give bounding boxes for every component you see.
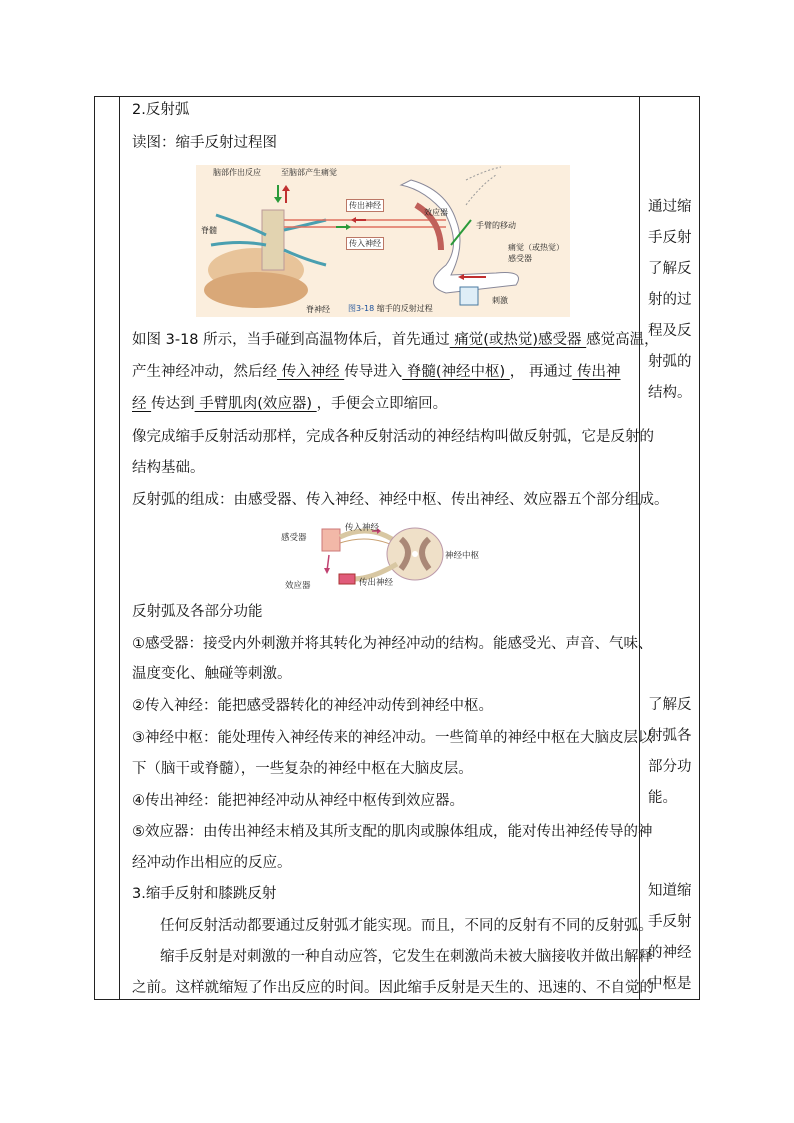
figure1-caption bbox=[348, 303, 433, 314]
column-divider-right bbox=[639, 97, 640, 999]
function-effector-l1: ⑤效应器：由传出神经末梢及其所支配的肌肉或腺体组成，能对传出神经传导的神 bbox=[132, 824, 653, 840]
side-note-3 bbox=[648, 876, 696, 1000]
text: 感觉高温， bbox=[586, 332, 659, 348]
label-receptor2: 感受器 bbox=[281, 533, 307, 543]
side-note-line: 结构。 bbox=[648, 385, 692, 401]
reflex-arc-figure bbox=[277, 519, 487, 595]
answer-efferent-cont: 经 bbox=[132, 396, 152, 412]
function-receptor-l1: ①感受器：接受内外刺激并将其转化为神经冲动的结构。能感受光、声音、气味、 bbox=[132, 636, 653, 652]
read-figure-prompt: 读图：缩手反射过程图 bbox=[132, 135, 277, 151]
answer-afferent: 传入神经 bbox=[277, 364, 345, 380]
side-note-line: 了解反 bbox=[648, 697, 692, 713]
label-effector: 效应器 bbox=[424, 208, 448, 217]
text: 传导进入 bbox=[344, 364, 403, 380]
label-afferent2: 传入神经 bbox=[345, 523, 380, 533]
caption-title: 缩手的反射过程 bbox=[376, 304, 433, 313]
side-note-line: 知道缩 bbox=[648, 883, 692, 899]
paragraph2-line1: 像完成缩手反射活动那样，完成各种反射活动的神经结构叫做反射弧，它是反射的 bbox=[132, 429, 654, 445]
function-effector-l2: 经冲动作出相应的反应。 bbox=[132, 855, 292, 871]
label-stimulus: 刺激 bbox=[492, 296, 508, 305]
function-efferent: ④传出神经：能把神经冲动从神经中枢传到效应器。 bbox=[132, 793, 464, 809]
side-note-line: 射弧的 bbox=[648, 354, 692, 370]
side-note-line: 射的过 bbox=[648, 292, 692, 308]
side-note-line: 中枢是 bbox=[648, 976, 692, 992]
text: 传达到 bbox=[151, 396, 195, 412]
withdrawal-reflex-figure bbox=[196, 165, 570, 317]
function-center-l2: 下（脑干或脊髓），一些复杂的神经中枢在大脑皮层。 bbox=[132, 761, 473, 777]
answer-receptor: 痛觉(或热觉)感受器 bbox=[449, 332, 587, 348]
label-brain-response: 脑部作出反应 bbox=[213, 168, 261, 177]
label-effector2: 效应器 bbox=[285, 581, 311, 591]
label-efferent: 传出神经 bbox=[346, 199, 384, 212]
side-note-line: 了解反 bbox=[648, 261, 692, 277]
function-afferent: ②传入神经：能把感受器转化的神经冲动传到神经中枢。 bbox=[132, 698, 493, 714]
function-center-l1: ③神经中枢：能处理传入神经传来的神经冲动。一些简单的神经中枢在大脑皮层以 bbox=[132, 730, 653, 746]
text: ， 再通过 bbox=[509, 364, 573, 380]
side-note-line: 的神经 bbox=[648, 945, 692, 961]
section3-p2-l1: 缩手反射是对刺激的一种自动应答，它发生在刺激尚未被大脑接收并做出解释 bbox=[160, 949, 653, 965]
section3-p1: 任何反射活动都要通过反射弧才能实现。而且，不同的反射有不同的反射弧。 bbox=[160, 918, 653, 934]
label-spinal-cord: 脊髓 bbox=[201, 226, 217, 235]
text: ，手便会立即缩回。 bbox=[316, 396, 448, 412]
side-note-line: 能。 bbox=[648, 790, 677, 806]
composition-text: 反射弧的组成：由感受器、传入神经、神经中枢、传出神经、效应器五个部分组成。 bbox=[132, 492, 669, 508]
section3-p2-l2: 之前。这样就缩短了作出反应的时间。因此缩手反射是天生的、迅速的、不自觉的 bbox=[132, 980, 654, 996]
label-arm-move: 手臂的移动 bbox=[476, 221, 516, 230]
side-note-line: 通过缩 bbox=[648, 199, 692, 215]
label-efferent2: 传出神经 bbox=[359, 578, 394, 588]
side-note-line: 射弧各 bbox=[648, 728, 692, 744]
side-note-line: 程及反 bbox=[648, 323, 692, 339]
answer-effector: 手臂肌肉(效应器) bbox=[194, 396, 317, 412]
text: 产生神经冲动，然后经 bbox=[132, 364, 277, 380]
paragraph1-line3 bbox=[132, 394, 447, 414]
label-receptor: 痛觉（或热觉）感受器 bbox=[508, 243, 564, 263]
side-note-line: 手反射 bbox=[648, 914, 692, 930]
function-receptor-l2: 温度变化、触碰等刺激。 bbox=[132, 666, 292, 682]
column-divider-left bbox=[119, 97, 120, 999]
label-afferent: 传入神经 bbox=[346, 237, 384, 250]
paragraph1-line1 bbox=[132, 330, 659, 350]
side-note-line: 手反射 bbox=[648, 230, 692, 246]
label-spinal-nerve: 脊神经 bbox=[306, 305, 330, 314]
side-note-line: 部分功 bbox=[648, 759, 692, 775]
answer-efferent: 传出神 bbox=[572, 364, 621, 380]
text: 如图 3-18 所示，当手碰到高温物体后，首先通过 bbox=[132, 332, 450, 348]
side-note-1 bbox=[648, 192, 696, 409]
label-pain-to-brain: 至脑部产生痛觉 bbox=[281, 168, 337, 177]
section-heading: 2.反射弧 bbox=[132, 102, 190, 118]
functions-title: 反射弧及各部分功能 bbox=[132, 604, 263, 620]
paragraph1-line2 bbox=[132, 362, 620, 382]
label-center2: 神经中枢 bbox=[445, 551, 480, 561]
side-note-2 bbox=[648, 690, 696, 814]
paragraph2-line2: 结构基础。 bbox=[132, 460, 205, 476]
answer-center: 脊髓(神经中枢) bbox=[402, 364, 510, 380]
section3-heading: 3.缩手反射和膝跳反射 bbox=[132, 886, 277, 902]
caption-number: 图3-18 bbox=[348, 304, 375, 313]
